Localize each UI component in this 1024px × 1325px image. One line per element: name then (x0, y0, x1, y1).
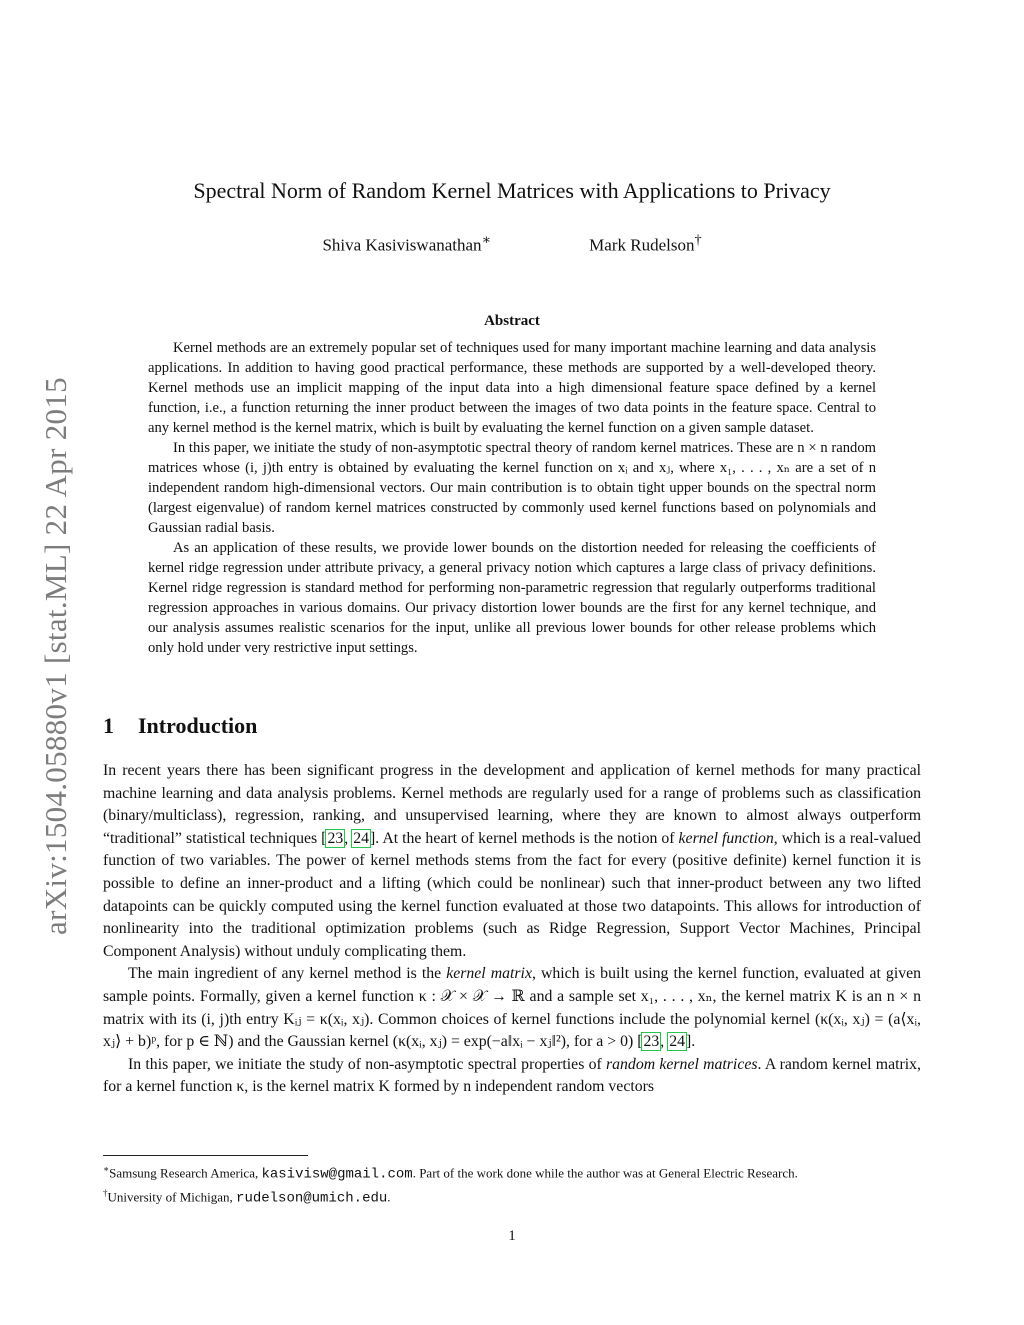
footnote: ∗Samsung Research America, kasivisw@gmail.com. Part of the work done while the author was at General Electric Research. (103, 1164, 798, 1183)
footnotes (103, 1160, 921, 1209)
citation-link[interactable]: 24 (669, 1033, 685, 1051)
section-number: 1 (103, 713, 114, 738)
paragraph: The main ingredient of any kernel method is the kernel matrix, which is built using the kernel function, evaluated at given sample points. Formally, given a kernel function κ : 𝒳 × 𝒳 → ℝ and a sample set x₁, . . . , xₙ, the kernel matrix K is an n × n matrix with its (i, j)th entry Kᵢⱼ = κ(xᵢ, xⱼ). Common choices of kernel functions include the polynomial kernel (κ(xᵢ, xⱼ) = (a⟨xᵢ, xⱼ⟩ + b)ᵖ, for p ∈ ℕ) and the Gaussian kernel (κ(xᵢ, xⱼ) = exp(−a‖xᵢ − xⱼ‖²), for a > 0) [23, 24]. (103, 965, 922, 1051)
paper-title: Spectral Norm of Random Kernel Matrices with Applications to Privacy (193, 178, 831, 203)
citation-link[interactable]: 24 (353, 829, 369, 847)
abstract-paragraph: Kernel methods are an extremely popular set of techniques used for many important machine learning and data analysis applications. In addition to having good practical performance, these methods are supported by a well-developed theory. Kernel methods use an implicit mapping of the input data into a high dimensional feature space defined by a kernel function, i.e., a function returning the inner product between the images of two data points in the feature space. Central to any kernel method is the kernel matrix, which is built by evaluating the kernel function on a given sample dataset. (148, 340, 876, 436)
page-number: 1 (508, 1228, 516, 1244)
arxiv-id-text: arXiv:1504.05880v1 [stat.ML] 22 Apr 2015 (38, 377, 74, 935)
footnote: †University of Michigan, rudelson@umich.edu. (103, 1188, 391, 1207)
abstract (148, 313, 876, 658)
paragraph: In this paper, we initiate the study of non-asymptotic spectral properties of random kernel matrices. A random kernel matrix, for a kernel function κ, is the kernel matrix K formed by n independent random vectors (103, 1055, 921, 1096)
footnote-divider (103, 1155, 308, 1156)
introduction-body (103, 760, 921, 1099)
section-heading (103, 713, 257, 739)
paragraph: In recent years there has been significant progress in the development and application of kernel methods for many practical machine learning and data analysis problems. Kernel methods are regularly used for a range of problems such as classification (binary/multiclass), regression, ranking, and unsupervised learning, where they are known to almost always outperform “traditional” statistical techniques [23, 24]. At the heart of kernel methods is the notion of kernel function, which is a real-valued function of two variables. The power of kernel methods stems from the fact for every (positive definite) kernel function it is possible to define an inner-product and a lifting (which could be nonlinear) such that inner-product between any two lifted datapoints can be quickly computed using the kernel function evaluated at those two datapoints. This allows for introduction of nonlinearity into the traditional optimization problems (such as Ridge Regression, Support Vector Machines, Principal Component Analysis) without unduly complicating them. (103, 762, 921, 960)
author: Shiva Kasiviswanathan∗ (322, 232, 492, 255)
arxiv-side-identifier (40, 346, 72, 966)
citation-link[interactable]: 23 (327, 829, 344, 847)
abstract-paragraph: In this paper, we initiate the study of non-asymptotic spectral theory of random kernel matrices. These are n × n random matrices whose (i, j)th entry is obtained by evaluating the kernel function on xᵢ and xⱼ, where x₁, . . . , xₙ are a set of n independent random high-dimensional vectors. Our main contribution is to obtain tight upper bounds on the spectral norm (largest eigenvalue) of random kernel matrices constructed by commonly used kernel functions based on polynomials and Gaussian radial basis. (148, 440, 876, 536)
email-link[interactable]: rudelson@umich.edu (236, 1190, 388, 1207)
author-list (100, 232, 924, 256)
abstract-heading: Abstract (484, 313, 540, 329)
citation-link[interactable]: 23 (643, 1033, 660, 1051)
section-title: Introduction (138, 713, 258, 738)
author: Mark Rudelson† (589, 232, 702, 255)
abstract-paragraph: As an application of these results, we provide lower bounds on the distortion needed for releasing the coefficients of kernel ridge regression under attribute privacy, a general privacy notion which captures a large class of privacy definitions. Kernel ridge regression is standard method for performing non-parametric regression that regularly outperforms traditional regression approaches in various domains. Our privacy distortion lower bounds are the first for any kernel technique, and our analysis assumes realistic scenarios for the input, unlike all previous lower bounds for other release problems which only hold under very restrictive input settings. (148, 540, 876, 656)
email-link[interactable]: kasivisw@gmail.com (261, 1166, 413, 1183)
